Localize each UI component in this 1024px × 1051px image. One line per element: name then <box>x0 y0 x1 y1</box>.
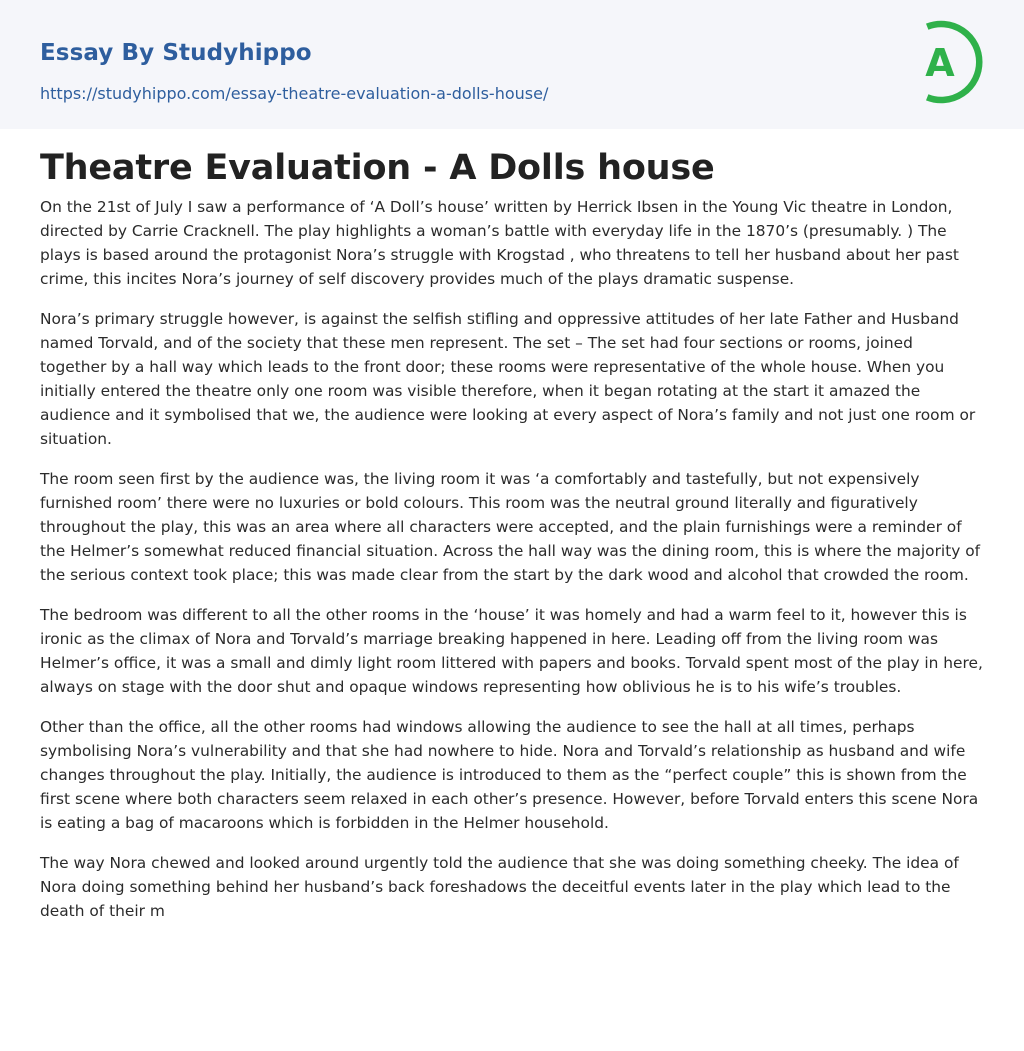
essay-paragraph: Other than the office, all the other rooms had windows allowing the audience to see the hall at all times, perhaps symbolising Nora’s vulnerability and that she had nowhere to hide. Nora and Torvald’s relationship as husband and wife changes throughout the play. Initially, the audience is introduced to them as the “perfect couple” this is shown from the first scene where both characters seem relaxed in each other’s presence. However, before Torvald enters this scene Nora is eating a bag of macaroons which is forbidden in the Helmer household. <box>40 718 979 832</box>
essay-paragraph: On the 21st of July I saw a performance of ‘A Doll’s house’ written by Herrick Ibsen in the Young Vic theatre in London, directed by Carrie Cracknell. The play highlights a woman’s battle with everyday life in the 1870’s (presumably. ) The plays is based around the protagonist Nora’s struggle with Krogstad , who threatens to tell her husband about her past crime, this incites Nora’s journey of self discovery provides much of the plays dramatic suspense. <box>40 198 959 288</box>
essay-content <box>0 146 1024 923</box>
site-title[interactable]: Essay By Studyhippo <box>40 40 312 66</box>
essay-paragraph: Nora’s primary struggle however, is against the selfish stifling and oppressive attitudes of her late Father and Husband named Torvald, and of the society that these men represent. The set – The set had four sections or rooms, joined together by a hall way which leads to the front door; these rooms were representative of the whole house. When you initially entered the theatre only one room was visible therefore, when it began rotating at the start it amazed the audience and it symbolised that we, the audience were looking at every aspect of Nora’s family and not just one room or situation. <box>40 310 976 448</box>
essay-paragraph: The bedroom was different to all the other rooms in the ‘house’ it was homely and had a warm feel to it, however this is ironic as the climax of Nora and Torvald’s marriage breaking happened in here. Leading off from the living room was Helmer’s office, it was a small and dimly light room littered with papers and books. Torvald spent most of the play in here, always on stage with the door shut and opaque windows representing how oblivious he is to his wife’s troubles. <box>40 606 983 696</box>
essay-paragraph: The way Nora chewed and looked around urgently told the audience that she was doing something cheeky. The idea of Nora doing something behind her husband’s back foreshadows the deceitful events later in the play which lead to the death of their m <box>40 854 959 920</box>
studyhippo-logo-icon[interactable] <box>908 18 988 106</box>
logo-letter: A <box>925 41 955 85</box>
essay-title: Theatre Evaluation - A Dolls house <box>40 148 715 188</box>
essay-url-link[interactable]: https://studyhippo.com/essay-theatre-evaluation-a-dolls-house/ <box>40 84 549 103</box>
site-header <box>0 0 1024 129</box>
essay-paragraph: The room seen first by the audience was, the living room it was ‘a comfortably and tastefully, but not expensively furnished room’ there were no luxuries or bold colours. This room was the neutral ground literally and figuratively throughout the play, this was an area where all characters were accepted, and the plain furnishings were a reminder of the Helmer’s somewhat reduced financial situation. Across the hall way was the dining room, this is where the majority of the serious context took place; this was made clear from the start by the dark wood and alcohol that crowded the room. <box>40 470 981 584</box>
essay-body <box>40 195 984 923</box>
